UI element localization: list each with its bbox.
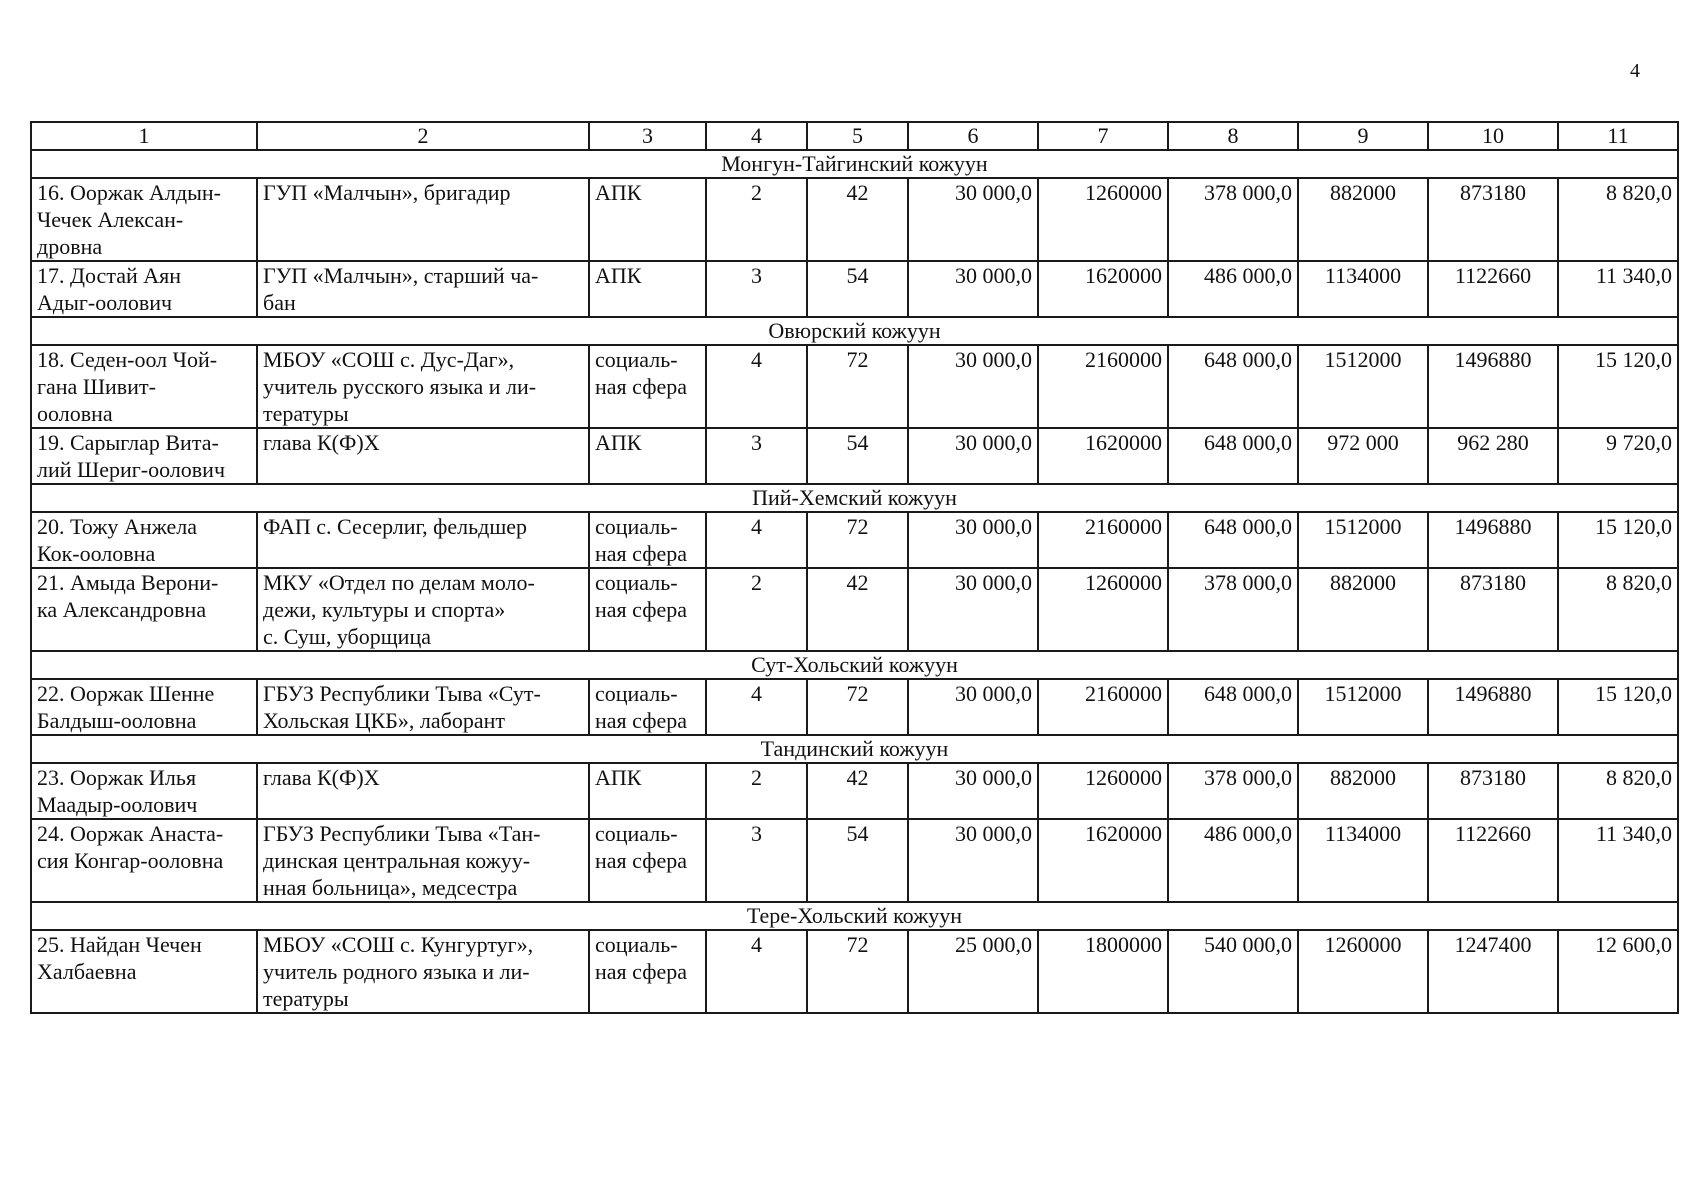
table-row: [31, 763, 1678, 819]
col6-cell: 30 000,0: [908, 178, 1038, 261]
column-header: 1: [31, 122, 257, 150]
column-header: 10: [1428, 122, 1558, 150]
organization-cell: МКУ «Отдел по делам моло- дежи, культуры и спорта» с. Суш, уборщица: [257, 568, 589, 651]
col6-cell: 30 000,0: [908, 512, 1038, 568]
col9-cell: 972 000: [1298, 428, 1428, 484]
col11-cell: 11 340,0: [1558, 261, 1678, 317]
sector-cell: АПК: [589, 763, 706, 819]
person-name-cell: 21. Амыда Верони- ка Александровна: [31, 568, 257, 651]
person-name-cell: 17. Достай Аян Адыг-оолович: [31, 261, 257, 317]
table-row: [31, 178, 1678, 261]
col6-cell: 30 000,0: [908, 261, 1038, 317]
col5-cell: 54: [807, 819, 908, 902]
col5-cell: 42: [807, 763, 908, 819]
col9-cell: 1260000: [1298, 930, 1428, 1013]
col9-cell: 1512000: [1298, 512, 1428, 568]
col4-cell: 4: [706, 679, 807, 735]
col6-cell: 30 000,0: [908, 679, 1038, 735]
region-row: [31, 735, 1678, 763]
col7-cell: 2160000: [1038, 679, 1168, 735]
col9-cell: 882000: [1298, 763, 1428, 819]
person-name-cell: 22. Ооржак Шенне Балдыш-ооловна: [31, 679, 257, 735]
col5-cell: 54: [807, 261, 908, 317]
region-title: Сут-Хольский кожуун: [31, 651, 1678, 679]
col7-cell: 1260000: [1038, 568, 1168, 651]
region-title: Тандинский кожуун: [31, 735, 1678, 763]
organization-cell: ГБУЗ Республики Тыва «Сут- Хольская ЦКБ», лаборант: [257, 679, 589, 735]
sector-cell: социаль- ная сфера: [589, 930, 706, 1013]
col5-cell: 72: [807, 512, 908, 568]
col5-cell: 72: [807, 679, 908, 735]
column-header: 11: [1558, 122, 1678, 150]
sector-cell: АПК: [589, 261, 706, 317]
region-title: Монгун-Тайгинский кожуун: [31, 150, 1678, 178]
col8-cell: 378 000,0: [1168, 178, 1298, 261]
column-header: 3: [589, 122, 706, 150]
organization-cell: глава К(Ф)Х: [257, 428, 589, 484]
sector-cell: АПК: [589, 428, 706, 484]
table-row: [31, 261, 1678, 317]
col5-cell: 42: [807, 568, 908, 651]
table-row: [31, 679, 1678, 735]
col10-cell: 1496880: [1428, 512, 1558, 568]
col7-cell: 2160000: [1038, 512, 1168, 568]
col10-cell: 1122660: [1428, 819, 1558, 902]
col4-cell: 3: [706, 819, 807, 902]
col8-cell: 378 000,0: [1168, 568, 1298, 651]
column-header: 6: [908, 122, 1038, 150]
column-header: 8: [1168, 122, 1298, 150]
col9-cell: 1134000: [1298, 819, 1428, 902]
person-name-cell: 23. Ооржак Илья Маадыр-оолович: [31, 763, 257, 819]
sector-cell: социаль- ная сфера: [589, 819, 706, 902]
col7-cell: 1620000: [1038, 819, 1168, 902]
col6-cell: 30 000,0: [908, 568, 1038, 651]
sector-cell: АПК: [589, 178, 706, 261]
col8-cell: 648 000,0: [1168, 345, 1298, 428]
table-row: [31, 819, 1678, 902]
col4-cell: 4: [706, 512, 807, 568]
column-header: 5: [807, 122, 908, 150]
data-table: [30, 121, 1679, 1014]
col8-cell: 378 000,0: [1168, 763, 1298, 819]
col8-cell: 648 000,0: [1168, 679, 1298, 735]
col4-cell: 4: [706, 345, 807, 428]
col8-cell: 648 000,0: [1168, 512, 1298, 568]
sector-cell: социаль- ная сфера: [589, 512, 706, 568]
col6-cell: 30 000,0: [908, 345, 1038, 428]
organization-cell: ФАП с. Сесерлиг, фельдшер: [257, 512, 589, 568]
col7-cell: 1620000: [1038, 261, 1168, 317]
organization-cell: глава К(Ф)Х: [257, 763, 589, 819]
table-row: [31, 428, 1678, 484]
table-body: [31, 150, 1678, 1013]
region-title: Тере-Хольский кожуун: [31, 902, 1678, 930]
region-row: [31, 150, 1678, 178]
col10-cell: 1247400: [1428, 930, 1558, 1013]
person-name-cell: 16. Ооржак Алдын- Чечек Алексан- дровна: [31, 178, 257, 261]
column-header: 7: [1038, 122, 1168, 150]
col9-cell: 1512000: [1298, 345, 1428, 428]
person-name-cell: 25. Найдан Чечен Халбаевна: [31, 930, 257, 1013]
col4-cell: 2: [706, 178, 807, 261]
person-name-cell: 24. Ооржак Анаста- сия Конгар-ооловна: [31, 819, 257, 902]
col6-cell: 30 000,0: [908, 763, 1038, 819]
col11-cell: 12 600,0: [1558, 930, 1678, 1013]
table-row: [31, 568, 1678, 651]
col10-cell: 1122660: [1428, 261, 1558, 317]
organization-cell: ГБУЗ Республики Тыва «Тан- динская центральная кожуу- нная больница», медсестра: [257, 819, 589, 902]
col7-cell: 1260000: [1038, 763, 1168, 819]
col11-cell: 8 820,0: [1558, 568, 1678, 651]
organization-cell: МБОУ «СОШ с. Дус-Даг», учитель русского языка и ли- тературы: [257, 345, 589, 428]
col4-cell: 4: [706, 930, 807, 1013]
col8-cell: 540 000,0: [1168, 930, 1298, 1013]
table-row: [31, 512, 1678, 568]
region-row: [31, 317, 1678, 345]
col6-cell: 25 000,0: [908, 930, 1038, 1013]
col6-cell: 30 000,0: [908, 819, 1038, 902]
header-row: [31, 122, 1678, 150]
col4-cell: 2: [706, 568, 807, 651]
col9-cell: 882000: [1298, 178, 1428, 261]
col10-cell: 1496880: [1428, 345, 1558, 428]
col11-cell: 8 820,0: [1558, 178, 1678, 261]
region-title: Овюрский кожуун: [31, 317, 1678, 345]
table-row: [31, 345, 1678, 428]
person-name-cell: 19. Сарыглар Вита- лий Шериг-оолович: [31, 428, 257, 484]
col8-cell: 648 000,0: [1168, 428, 1298, 484]
col9-cell: 1134000: [1298, 261, 1428, 317]
col10-cell: 962 280: [1428, 428, 1558, 484]
col9-cell: 1512000: [1298, 679, 1428, 735]
col9-cell: 882000: [1298, 568, 1428, 651]
col11-cell: 15 120,0: [1558, 512, 1678, 568]
col7-cell: 2160000: [1038, 345, 1168, 428]
organization-cell: ГУП «Малчын», бригадир: [257, 178, 589, 261]
sector-cell: социаль- ная сфера: [589, 345, 706, 428]
col6-cell: 30 000,0: [908, 428, 1038, 484]
column-header: 4: [706, 122, 807, 150]
col10-cell: 1496880: [1428, 679, 1558, 735]
person-name-cell: 20. Тожу Анжела Кок-ооловна: [31, 512, 257, 568]
col4-cell: 3: [706, 261, 807, 317]
person-name-cell: 18. Седен-оол Чой- гана Шивит- ооловна: [31, 345, 257, 428]
col10-cell: 873180: [1428, 178, 1558, 261]
page-number: 4: [1630, 60, 1640, 82]
col10-cell: 873180: [1428, 763, 1558, 819]
col8-cell: 486 000,0: [1168, 819, 1298, 902]
col7-cell: 1260000: [1038, 178, 1168, 261]
region-title: Пий-Хемский кожуун: [31, 484, 1678, 512]
region-row: [31, 902, 1678, 930]
col8-cell: 486 000,0: [1168, 261, 1298, 317]
col5-cell: 54: [807, 428, 908, 484]
region-row: [31, 484, 1678, 512]
organization-cell: ГУП «Малчын», старший ча- бан: [257, 261, 589, 317]
column-header: 2: [257, 122, 589, 150]
organization-cell: МБОУ «СОШ с. Кунгуртуг», учитель родного языка и ли- тературы: [257, 930, 589, 1013]
col11-cell: 15 120,0: [1558, 345, 1678, 428]
col5-cell: 72: [807, 345, 908, 428]
col4-cell: 2: [706, 763, 807, 819]
col5-cell: 42: [807, 178, 908, 261]
sector-cell: социаль- ная сфера: [589, 679, 706, 735]
col11-cell: 9 720,0: [1558, 428, 1678, 484]
region-row: [31, 651, 1678, 679]
col4-cell: 3: [706, 428, 807, 484]
sector-cell: социаль- ная сфера: [589, 568, 706, 651]
col11-cell: 11 340,0: [1558, 819, 1678, 902]
table-row: [31, 930, 1678, 1013]
column-header: 9: [1298, 122, 1428, 150]
col7-cell: 1620000: [1038, 428, 1168, 484]
col11-cell: 8 820,0: [1558, 763, 1678, 819]
col5-cell: 72: [807, 930, 908, 1013]
col11-cell: 15 120,0: [1558, 679, 1678, 735]
col10-cell: 873180: [1428, 568, 1558, 651]
col7-cell: 1800000: [1038, 930, 1168, 1013]
